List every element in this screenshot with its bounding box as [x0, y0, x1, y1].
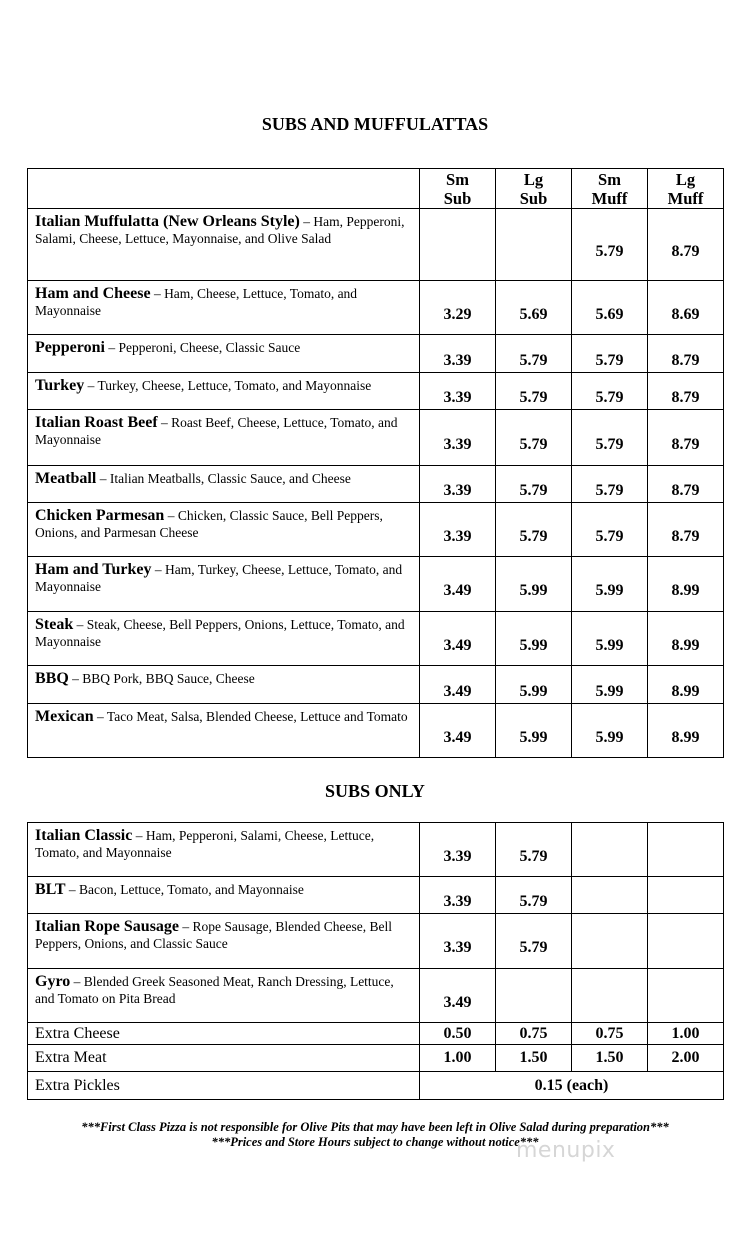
item-description: Chicken Parmesan – Chicken, Classic Sauce, Bell Peppers, Onions, and Parmesan Cheese	[28, 503, 420, 557]
price-sm-sub: 3.39	[420, 335, 496, 373]
price-lg-sub: 5.79	[496, 503, 572, 557]
item-name: Pepperoni	[35, 339, 105, 356]
item-description: Gyro – Blended Greek Seasoned Meat, Ranch Dressing, Lettuce, and Tomato on Pita Bread	[28, 969, 420, 1023]
price-sm-muff: 5.99	[572, 612, 648, 666]
price-sm-sub: 3.39	[420, 466, 496, 503]
price-lg-sub: 5.99	[496, 704, 572, 758]
price-sm-muff: 5.79	[572, 410, 648, 466]
price-sm-sub: 3.49	[420, 969, 496, 1023]
price-sm-muff	[572, 914, 648, 969]
price-lg-muff: 8.69	[648, 281, 724, 335]
price-lg-muff: 8.79	[648, 209, 724, 281]
price-lg-sub: 5.79	[496, 466, 572, 503]
price-lg-muff: 8.79	[648, 410, 724, 466]
item-name: BLT	[35, 881, 66, 898]
table-row	[28, 209, 724, 281]
table-row	[28, 823, 724, 877]
item-description: BLT – Bacon, Lettuce, Tomato, and Mayonnaise	[28, 877, 420, 914]
section-title-subs-only: SUBS ONLY	[325, 781, 425, 801]
price-lg-sub	[496, 969, 572, 1023]
extra-name: Extra Cheese	[28, 1023, 420, 1045]
item-name: Italian Roast Beef	[35, 414, 158, 431]
header-lg-sub: Lg Sub	[496, 169, 572, 209]
table-row	[28, 373, 724, 410]
item-description: Ham and Cheese – Ham, Cheese, Lettuce, Tomato, and Mayonnaise	[28, 281, 420, 335]
price-sm-muff: 5.79	[572, 335, 648, 373]
table-row	[28, 410, 724, 466]
price-lg-sub: 5.99	[496, 612, 572, 666]
table-row	[28, 969, 724, 1023]
footnote-prices-subject-to-change: ***Prices and Store Hours subject to change without notice***	[211, 1135, 539, 1149]
item-name: Italian Classic	[35, 827, 133, 844]
price-sm-sub: 3.39	[420, 373, 496, 410]
extra-price: 1.00	[420, 1045, 496, 1072]
price-lg-sub: 5.99	[496, 666, 572, 704]
header-lg-muff: Lg Muff	[648, 169, 724, 209]
price-lg-sub: 5.79	[496, 823, 572, 877]
watermark-logo: menupix	[516, 1138, 616, 1163]
price-sm-sub: 3.49	[420, 704, 496, 758]
price-lg-muff: 8.99	[648, 666, 724, 704]
price-sm-muff: 5.79	[572, 209, 648, 281]
price-sm-muff: 5.99	[572, 557, 648, 612]
price-lg-muff: 8.99	[648, 704, 724, 758]
price-lg-muff	[648, 914, 724, 969]
extra-price: 2.00	[648, 1045, 724, 1072]
item-description: Italian Roast Beef – Roast Beef, Cheese, Lettuce, Tomato, and Mayonnaise	[28, 410, 420, 466]
price-lg-muff: 8.79	[648, 503, 724, 557]
price-sm-sub: 3.49	[420, 666, 496, 704]
price-sm-sub: 3.49	[420, 612, 496, 666]
item-name: Ham and Cheese	[35, 285, 151, 302]
price-sm-sub: 3.29	[420, 281, 496, 335]
item-name: Gyro	[35, 973, 71, 990]
price-lg-sub: 5.79	[496, 410, 572, 466]
price-lg-sub: 5.79	[496, 373, 572, 410]
price-sm-sub: 3.39	[420, 503, 496, 557]
extra-row	[28, 1023, 724, 1045]
price-lg-sub: 5.79	[496, 335, 572, 373]
header-item-cell	[28, 169, 420, 209]
extra-name: Extra Meat	[28, 1045, 420, 1072]
extra-name: Extra Pickles	[28, 1072, 420, 1100]
price-sm-sub: 3.49	[420, 557, 496, 612]
item-description: Italian Muffulatta (New Orleans Style) – Ham, Pepperoni, Salami, Cheese, Lettuce, Mayonnaise, and Olive Salad	[28, 209, 420, 281]
extra-price: 1.00	[648, 1023, 724, 1045]
price-lg-sub: 5.99	[496, 557, 572, 612]
item-description: BBQ – BBQ Pork, BBQ Sauce, Cheese	[28, 666, 420, 704]
price-lg-sub: 5.79	[496, 877, 572, 914]
price-sm-muff: 5.69	[572, 281, 648, 335]
extra-row-pickles	[28, 1072, 724, 1100]
price-sm-sub: 3.39	[420, 410, 496, 466]
price-lg-sub	[496, 209, 572, 281]
item-description: Pepperoni – Pepperoni, Cheese, Classic Sauce	[28, 335, 420, 373]
item-name: Turkey	[35, 377, 85, 394]
price-sm-muff	[572, 969, 648, 1023]
subs-muffulattas-table	[27, 168, 724, 758]
section-title-subs-and-muffulattas: SUBS AND MUFFULATTAS	[261, 114, 489, 134]
price-lg-muff: 8.79	[648, 335, 724, 373]
extra-price: 0.75	[572, 1023, 648, 1045]
item-description: Meatball – Italian Meatballs, Classic Sauce, and Cheese	[28, 466, 420, 503]
extra-price: 0.50	[420, 1023, 496, 1045]
price-lg-muff: 8.79	[648, 466, 724, 503]
extra-price: 0.75	[496, 1023, 572, 1045]
table-row	[28, 557, 724, 612]
table-header-row	[28, 169, 724, 209]
price-lg-muff: 8.99	[648, 612, 724, 666]
header-sm-muff: Sm Muff	[572, 169, 648, 209]
item-name: Italian Rope Sausage	[35, 918, 180, 935]
item-description: Steak – Steak, Cheese, Bell Peppers, Onions, Lettuce, Tomato, and Mayonnaise	[28, 612, 420, 666]
item-description: Italian Rope Sausage – Rope Sausage, Blended Cheese, Bell Peppers, Onions, and Classic Sauce	[28, 914, 420, 969]
price-sm-muff: 5.99	[572, 704, 648, 758]
item-name: Meatball	[35, 470, 97, 487]
extra-price: 0.15 (each)	[420, 1072, 724, 1100]
price-lg-muff: 8.99	[648, 557, 724, 612]
table-row	[28, 914, 724, 969]
price-sm-muff	[572, 823, 648, 877]
price-lg-muff	[648, 877, 724, 914]
price-lg-sub: 5.69	[496, 281, 572, 335]
price-sm-muff: 5.79	[572, 466, 648, 503]
price-sm-muff: 5.99	[572, 666, 648, 704]
footnote-olive-pits: ***First Class Pizza is not responsible for Olive Pits that may have been left in Olive Salad during preparation***	[81, 1120, 669, 1134]
table-row	[28, 503, 724, 557]
item-description: Turkey – Turkey, Cheese, Lettuce, Tomato, and Mayonnaise	[28, 373, 420, 410]
price-sm-sub: 3.39	[420, 823, 496, 877]
price-sm-sub: 3.39	[420, 877, 496, 914]
price-lg-muff	[648, 969, 724, 1023]
subs-only-table	[27, 822, 724, 1100]
price-sm-sub	[420, 209, 496, 281]
extra-row	[28, 1045, 724, 1072]
item-name: Ham and Turkey	[35, 561, 152, 578]
item-name: BBQ	[35, 670, 69, 687]
table-row	[28, 877, 724, 914]
table-row	[28, 466, 724, 503]
header-sm-sub: Sm Sub	[420, 169, 496, 209]
price-sm-sub: 3.39	[420, 914, 496, 969]
table-row	[28, 612, 724, 666]
price-lg-muff	[648, 823, 724, 877]
price-sm-muff	[572, 877, 648, 914]
price-lg-muff: 8.79	[648, 373, 724, 410]
item-name: Mexican	[35, 708, 94, 725]
table-row	[28, 281, 724, 335]
item-description: Ham and Turkey – Ham, Turkey, Cheese, Lettuce, Tomato, and Mayonnaise	[28, 557, 420, 612]
table-row	[28, 335, 724, 373]
table-row	[28, 666, 724, 704]
price-sm-muff: 5.79	[572, 373, 648, 410]
item-name: Chicken Parmesan	[35, 507, 165, 524]
item-description: Italian Classic – Ham, Pepperoni, Salami, Cheese, Lettuce, Tomato, and Mayonnaise	[28, 823, 420, 877]
item-name: Italian Muffulatta (New Orleans Style)	[35, 213, 300, 230]
table-row	[28, 704, 724, 758]
extra-price: 1.50	[572, 1045, 648, 1072]
extra-price: 1.50	[496, 1045, 572, 1072]
item-name: Steak	[35, 616, 74, 633]
price-lg-sub: 5.79	[496, 914, 572, 969]
price-sm-muff: 5.79	[572, 503, 648, 557]
item-description: Mexican – Taco Meat, Salsa, Blended Cheese, Lettuce and Tomato	[28, 704, 420, 758]
